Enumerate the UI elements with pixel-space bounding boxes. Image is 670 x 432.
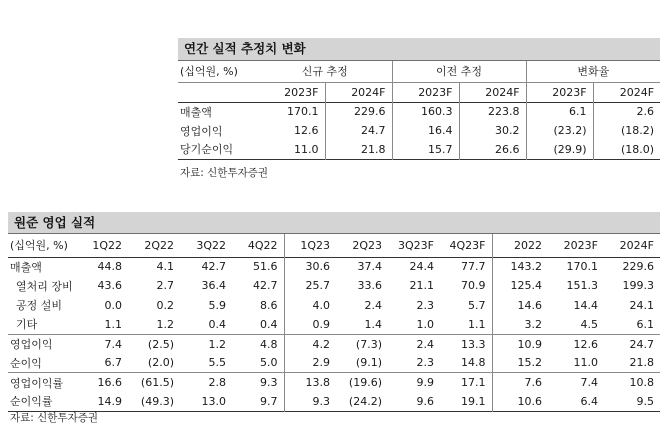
table-cell: 77.7 [461,260,486,274]
table-cell: 143.2 [492,257,548,276]
table-cell: 2.4 [416,337,434,351]
table-cell: 1.2 [208,337,226,351]
source-note: 자료: 신한투자증권 [10,412,99,424]
table-cell: 24.7 [629,337,654,351]
table-cell: 6.4 [580,394,598,408]
table-cell: 199.3 [622,279,654,293]
table-cell: 15.7 [392,140,459,159]
table-cell: 2.3 [416,298,434,312]
column-header: 3Q23F [398,238,434,252]
table-cell: 36.4 [201,279,226,293]
table-cell: 5.9 [208,298,226,312]
table-cell: 125.4 [492,276,548,295]
table-cell: 21.8 [325,140,392,159]
table-cell: 170.1 [287,105,319,119]
year-header: 2024F [325,82,392,102]
table-cell: (18.0) [593,140,660,159]
table-cell: 13.8 [284,373,336,392]
row-label: 열처리 장비 [16,279,73,293]
table-cell: 9.6 [416,394,434,408]
group-header: 신규 추정 [301,65,348,79]
table-cell: 7.4 [104,337,122,351]
table-cell: 10.8 [629,376,654,390]
table-cell: 9.3 [284,392,336,411]
table-cell: 7.6 [492,373,548,392]
table-cell: (7.3) [355,337,382,351]
table-cell: 13.3 [461,337,486,351]
column-header: 4Q23F [449,238,486,252]
row-label: 순이익률 [10,395,53,409]
table-title: 연간 실적 추정치 변화 [178,38,660,60]
table-cell: 14.4 [573,298,598,312]
year-header: 2023F [392,82,459,102]
table-row [8,353,660,372]
unit-label: (십억원, %) [180,65,238,79]
table-row [8,315,660,334]
table-cell: 9.5 [636,394,654,408]
table-cell: 42.7 [201,260,226,274]
table-cell: (49.3) [140,394,174,408]
row-label: 영업이익률 [10,376,64,390]
table-cell: 1.2 [156,317,174,331]
table-cell: (9.1) [355,356,382,370]
table-cell: 4.5 [580,317,598,331]
table-cell: 51.6 [253,260,278,274]
column-header: 1Q23 [284,234,336,257]
table-cell: 21.1 [409,279,434,293]
table-cell: 16.4 [392,121,459,140]
table-cell: 1.1 [104,317,122,331]
table-cell: 8.6 [260,298,278,312]
table-cell: 15.2 [492,353,548,372]
table-cell: 0.4 [208,317,226,331]
table-cell: 4.8 [260,337,278,351]
table-cell: 7.4 [580,376,598,390]
year-header: 2024F [459,82,526,102]
table-cell: (19.6) [348,376,382,390]
column-header: 4Q22 [247,238,278,252]
group-header: 이전 추정 [392,61,526,82]
table-row [178,121,660,140]
year-header: 2023F [526,82,593,102]
table-cell: 151.3 [566,279,598,293]
group-header: 변화율 [526,61,660,82]
column-header: 3Q22 [196,238,226,252]
row-label: 순이익 [10,356,42,370]
table-cell: 2.8 [208,376,226,390]
table-cell: 21.8 [629,356,654,370]
table-cell: 42.7 [253,279,278,293]
row-label: 당기순이익 [180,143,234,157]
table-cell: 9.3 [260,376,278,390]
table-cell: 223.8 [459,102,526,121]
table-cell: 37.4 [357,260,382,274]
table-cell: 30.2 [459,121,526,140]
row-label: 매출액 [10,260,42,274]
row-label: 공정 설비 [16,299,63,313]
table-cell: 4.2 [284,334,336,353]
table-cell: (61.5) [140,376,174,390]
table-cell: (29.9) [526,140,593,159]
table-cell: 11.0 [294,142,319,156]
table-row [8,334,660,353]
table-cell: 12.6 [573,337,598,351]
table-cell: 0.0 [104,298,122,312]
table-cell: 5.0 [260,356,278,370]
table-cell: (2.5) [147,337,174,351]
table-cell: 13.0 [201,394,226,408]
table-cell: 170.1 [566,260,598,274]
table-cell: 2.6 [593,102,660,121]
table-cell: 229.6 [622,260,654,274]
estimate-change-table [178,38,660,160]
row-label: 영업이익 [180,124,223,138]
table-cell: 0.2 [156,298,174,312]
table-row [8,257,660,276]
table-cell: 2.9 [284,353,336,372]
column-header: 1Q22 [92,238,122,252]
table-cell: (18.2) [593,121,660,140]
table-cell: 5.7 [468,298,486,312]
table-cell: (23.2) [526,121,593,140]
table-row [8,296,660,315]
table-cell: 6.1 [526,102,593,121]
table-cell: 4.0 [284,296,336,315]
column-header: 2024F [619,238,654,252]
table-cell: 11.0 [573,356,598,370]
table-cell: 6.7 [104,356,122,370]
table-cell: 1.1 [468,317,486,331]
table-cell: 14.8 [461,356,486,370]
table-title: 원준 영업 실적 [8,212,660,233]
table-cell: 26.6 [459,140,526,159]
table-cell: 17.1 [461,376,486,390]
table-cell: 24.1 [629,298,654,312]
table-cell: (2.0) [147,356,174,370]
table-cell: 19.1 [461,394,486,408]
table-cell: 16.6 [97,376,122,390]
table-cell: 3.2 [492,315,548,334]
table-cell: 229.6 [325,102,392,121]
table-cell: 160.3 [392,102,459,121]
table-row [8,276,660,295]
table-cell: 30.6 [284,257,336,276]
table-cell: 2.7 [156,279,174,293]
table-cell: 6.1 [636,317,654,331]
year-header: 2023F [284,85,319,99]
table-cell: 0.9 [284,315,336,334]
table-cell: 1.4 [364,317,382,331]
column-header: 2Q23 [352,238,382,252]
operating-results-table [8,212,660,412]
table-cell: 44.8 [97,260,122,274]
table-cell: 14.6 [492,296,548,315]
table-row [178,102,660,121]
source-note: 자료: 신한투자증권 [180,167,269,179]
table-row [8,373,660,392]
table-cell: 2.3 [416,356,434,370]
table-cell: 70.9 [461,279,486,293]
table-cell: 10.6 [492,392,548,411]
table-cell: 14.9 [97,394,122,408]
table-cell: 10.9 [492,334,548,353]
row-label: 기타 [16,318,38,332]
table-cell: 9.9 [416,376,434,390]
table-cell: 33.6 [357,279,382,293]
table-cell: 1.0 [416,317,434,331]
table-cell: 25.7 [284,276,336,295]
table-cell: 0.4 [260,317,278,331]
table-cell: 43.6 [97,279,122,293]
row-label: 매출액 [180,105,212,119]
table-cell: 5.5 [208,356,226,370]
table-cell: 12.6 [294,124,319,137]
column-header: 2Q22 [144,238,174,252]
row-label: 영업이익 [10,338,53,352]
unit-label: (십억원, %) [10,239,68,253]
table-cell: (24.2) [348,394,382,408]
table-row [178,140,660,159]
table-cell: 24.4 [409,260,434,274]
column-header: 2023F [563,238,598,252]
table-cell: 24.7 [325,121,392,140]
table-cell: 9.7 [260,394,278,408]
table-cell: 2.4 [364,298,382,312]
year-header: 2024F [593,82,660,102]
table-cell: 4.1 [156,260,174,274]
column-header: 2022 [492,234,548,257]
table-row [8,392,660,411]
